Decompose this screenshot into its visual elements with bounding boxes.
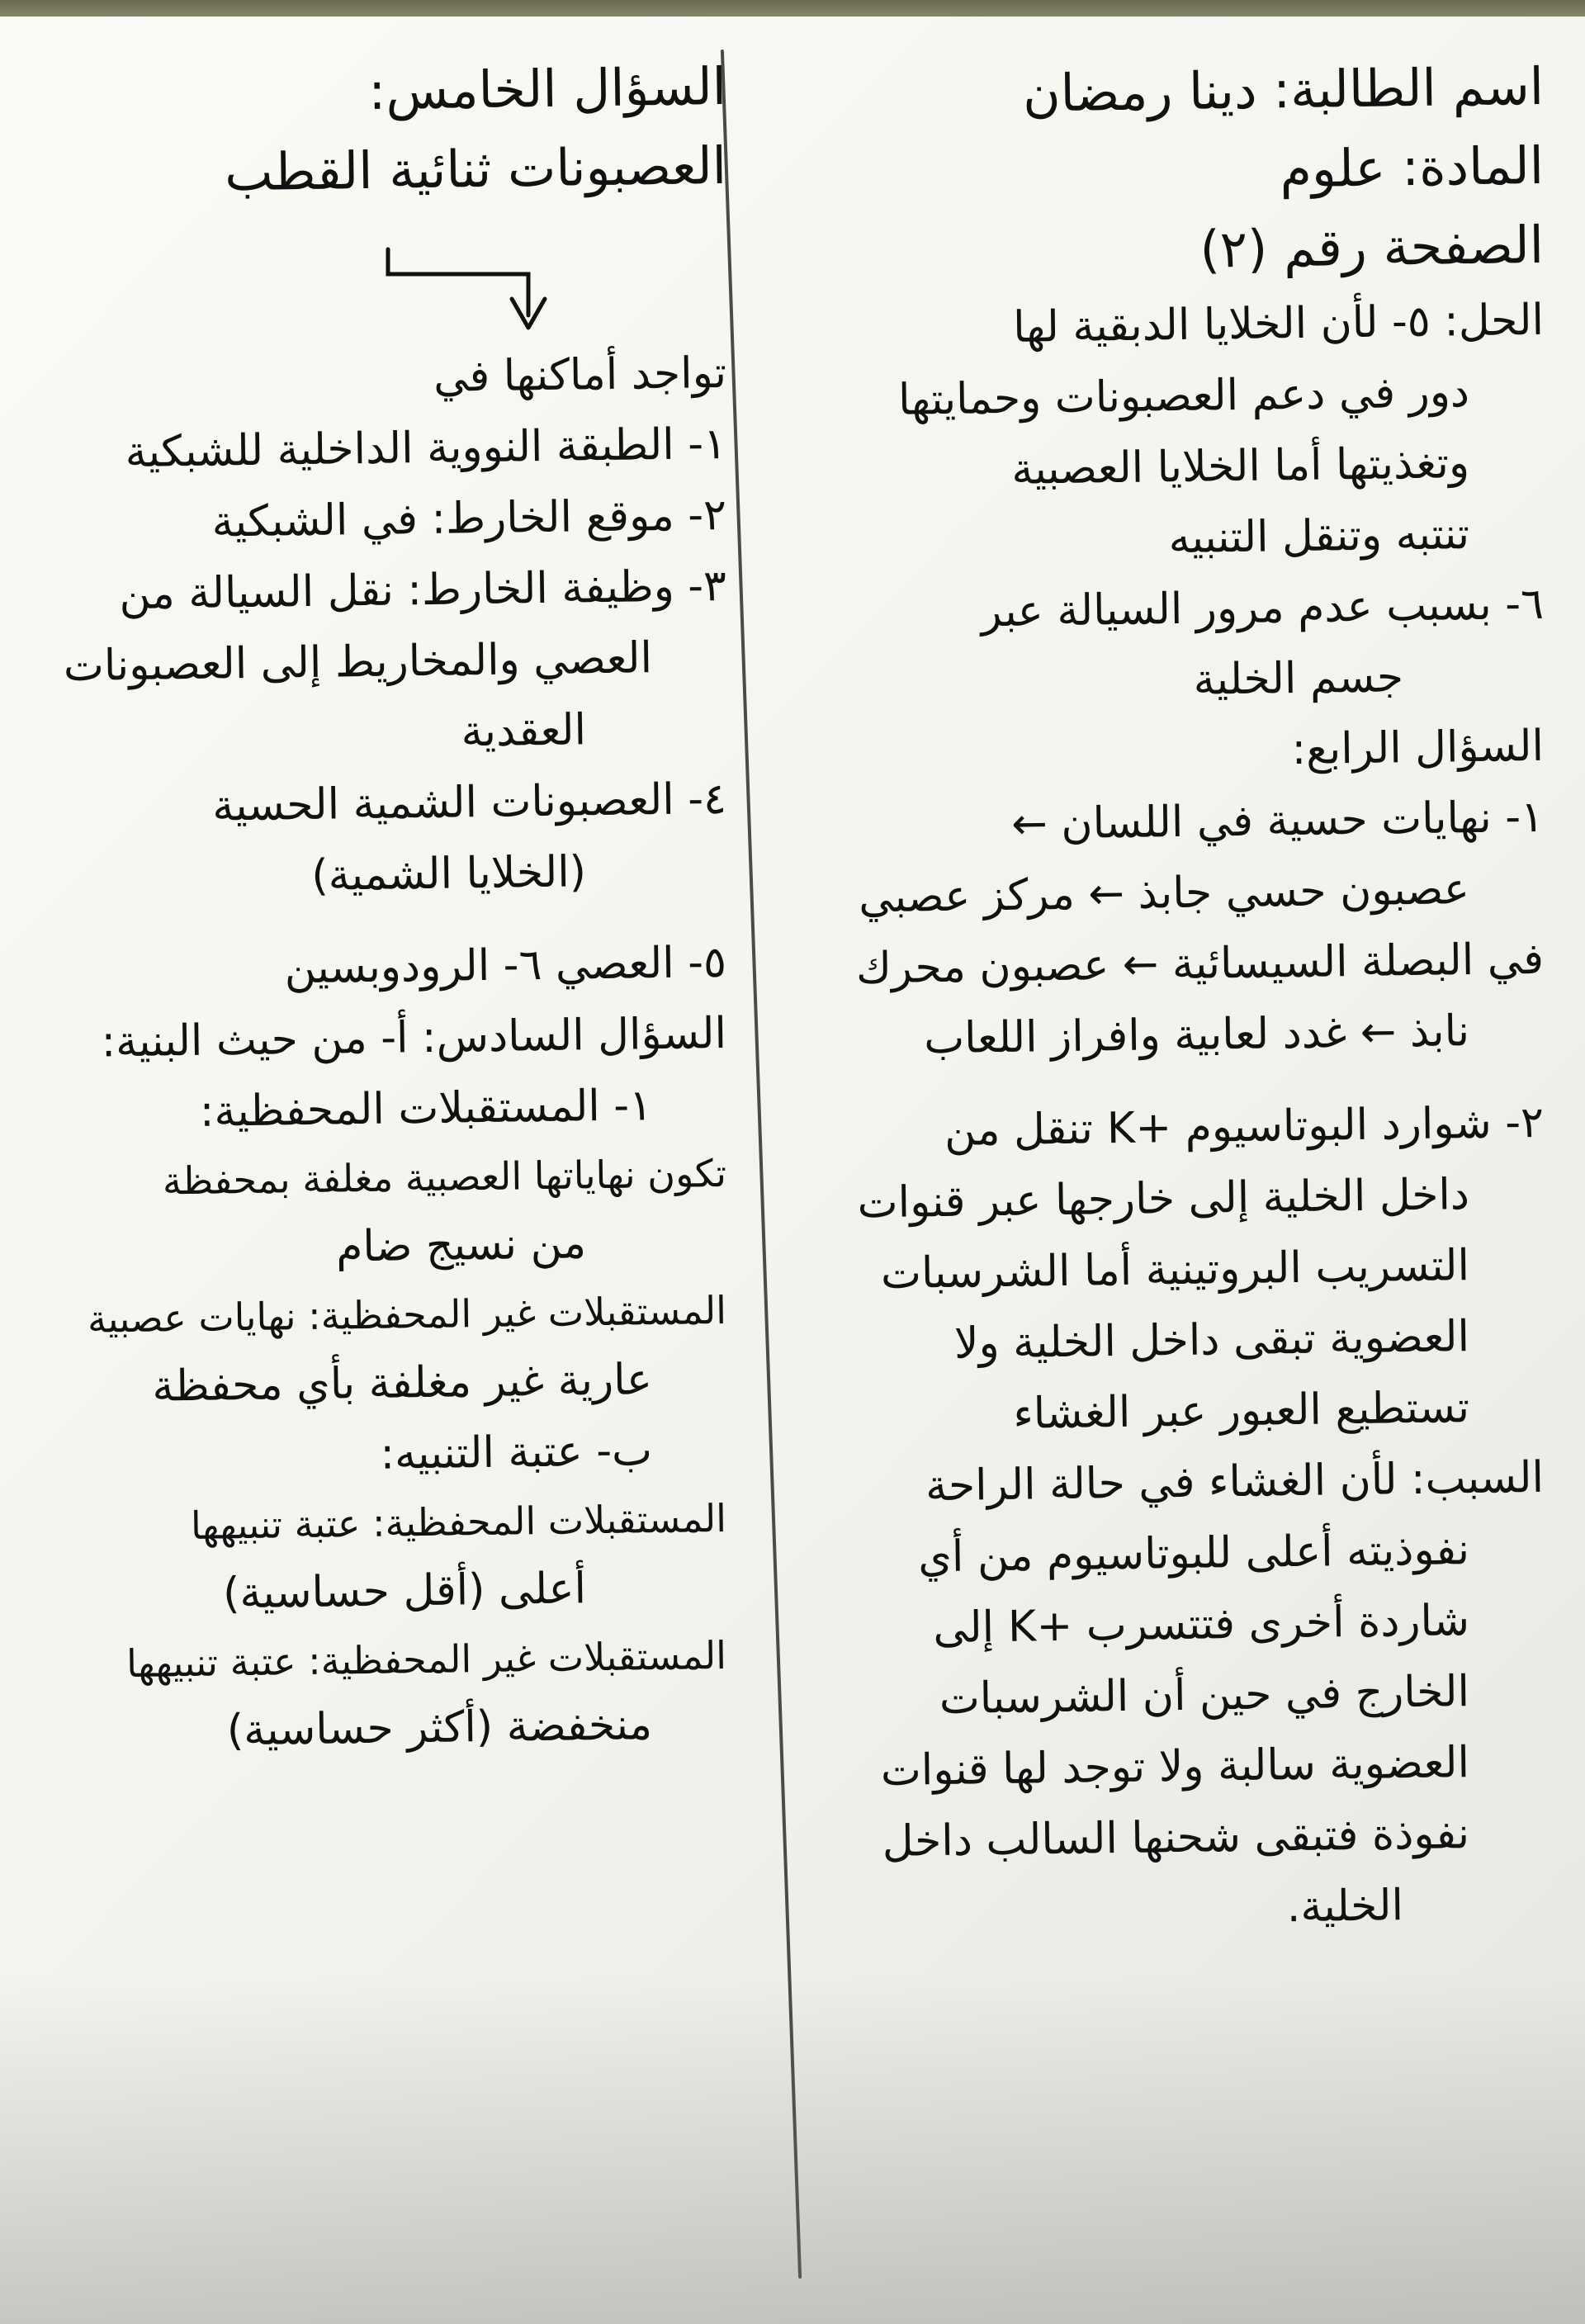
down-arrow-icon	[8, 216, 726, 340]
answer-line: ٢- شوارد البوتاسيوم +K تنقل من	[944, 1097, 1545, 1156]
answer-line: وتغذيتها أما الخلايا العصبية	[1010, 438, 1470, 495]
answer-line: ١- المستقبلات المحفظية:	[199, 1081, 653, 1137]
question-five-title: السؤال الخامس:	[367, 55, 727, 121]
right-column	[792, 17, 1577, 1958]
answer-line: ٦- بسبب عدم مرور السيالة عبر	[981, 579, 1545, 637]
answer-line: التسريب البروتينية أما الشرسبات	[880, 1241, 1470, 1299]
answer-line: نفوذيته أعلى للبوتاسيوم من أي	[917, 1525, 1470, 1583]
answer-line: نفوذة فتبقى شحنها السالب داخل	[882, 1809, 1470, 1867]
answer-line: جسم الخلية	[1193, 652, 1404, 705]
answer-line: الخلية.	[1286, 1881, 1404, 1933]
notebook-page	[0, 17, 1585, 2324]
subject-line: المادة: علوم	[1279, 135, 1545, 200]
answer-line: تنتبه وتنقل التنبيه	[1168, 509, 1470, 564]
page-number-line: الصفحة رقم (٢)	[1199, 214, 1545, 280]
answer-line: ٤- العصبونات الشمية الحسية	[211, 774, 727, 831]
answer-line: الخارج في حين أن الشرسبات	[939, 1667, 1470, 1725]
answer-line: تواجد أماكنها في	[433, 348, 727, 402]
answer-line: أعلى (أقل حساسية)	[222, 1564, 587, 1619]
answer-line: شاردة أخرى فتتسرب +K إلى	[932, 1596, 1470, 1654]
answer-line: داخل الخلية إلى خارجها عبر قنوات	[857, 1170, 1470, 1228]
answer-line: في البصلة السيسائية ← عصبون محرك	[855, 934, 1545, 994]
question-four-title: السؤال الرابع:	[1291, 721, 1545, 775]
answer-line: عصبون حسي جابذ ← مركز عصبي	[858, 864, 1470, 923]
question-six-title: السؤال السادس: أ- من حيث البنية:	[101, 1008, 727, 1067]
answer-line: من نسيج ضام	[335, 1219, 587, 1272]
answer-line: السبب: لأن الغشاء في حالة الراحة	[925, 1452, 1545, 1512]
answer-line: العقدية	[461, 705, 587, 757]
student-name: اسم الطالبة: دينا رمضان	[1022, 55, 1545, 124]
answer-line: العضوية سالبة ولا توجد لها قنوات	[880, 1738, 1470, 1796]
answer-line: ٥- العصي ٦- الرودوبسين	[284, 937, 727, 994]
answer-line: عارية غير مغلفة بأي محفظة	[151, 1355, 653, 1412]
answer-line: المستقبلات غير المحفظية: عتبة تنبيهها	[125, 1632, 727, 1687]
answer-line: تستطيع العبور عبر الغشاء	[1012, 1383, 1470, 1439]
answer-line: منخفضة (أكثر حساسية)	[226, 1700, 653, 1756]
answer-line: ١- الطبقة النووية الداخلية للشبكية	[125, 419, 727, 478]
answer-header: الحل: ٥- لأن الخلايا الدبقية لها	[1012, 295, 1545, 353]
answer-line: ب- عتبة التنبيه:	[380, 1426, 653, 1479]
answer-line: (الخلايا الشمية)	[310, 847, 587, 901]
answer-line: المستقبلات غير المحفظية: نهايات عصبية	[87, 1287, 727, 1342]
left-column	[0, 17, 759, 1778]
answer-line: ٣- وظيفة الخارط: نقل السيالة من	[118, 561, 727, 620]
answer-line: العضوية تبقى داخل الخلية ولا	[953, 1312, 1470, 1369]
answer-line: المستقبلات المحفظية: عتبة تنبيهها	[190, 1495, 727, 1548]
answer-line: العصي والمخاريط إلى العصبونات	[63, 633, 653, 692]
answer-line: دور في دعم العصبونات وحمايتها	[897, 367, 1470, 425]
answer-line: تكون نهاياتها العصبية مغلفة بمحفظة	[162, 1150, 727, 1204]
answer-line: ١- نهايات حسية في اللسان ←	[1010, 792, 1545, 850]
answer-line: نابذ ← غدد لعابية وافراز اللعاب	[923, 1006, 1470, 1064]
question-five-subtitle: العصبونات ثنائية القطب	[224, 135, 727, 203]
answer-line: ٢- موقع الخارط: في الشبكية	[211, 490, 727, 547]
